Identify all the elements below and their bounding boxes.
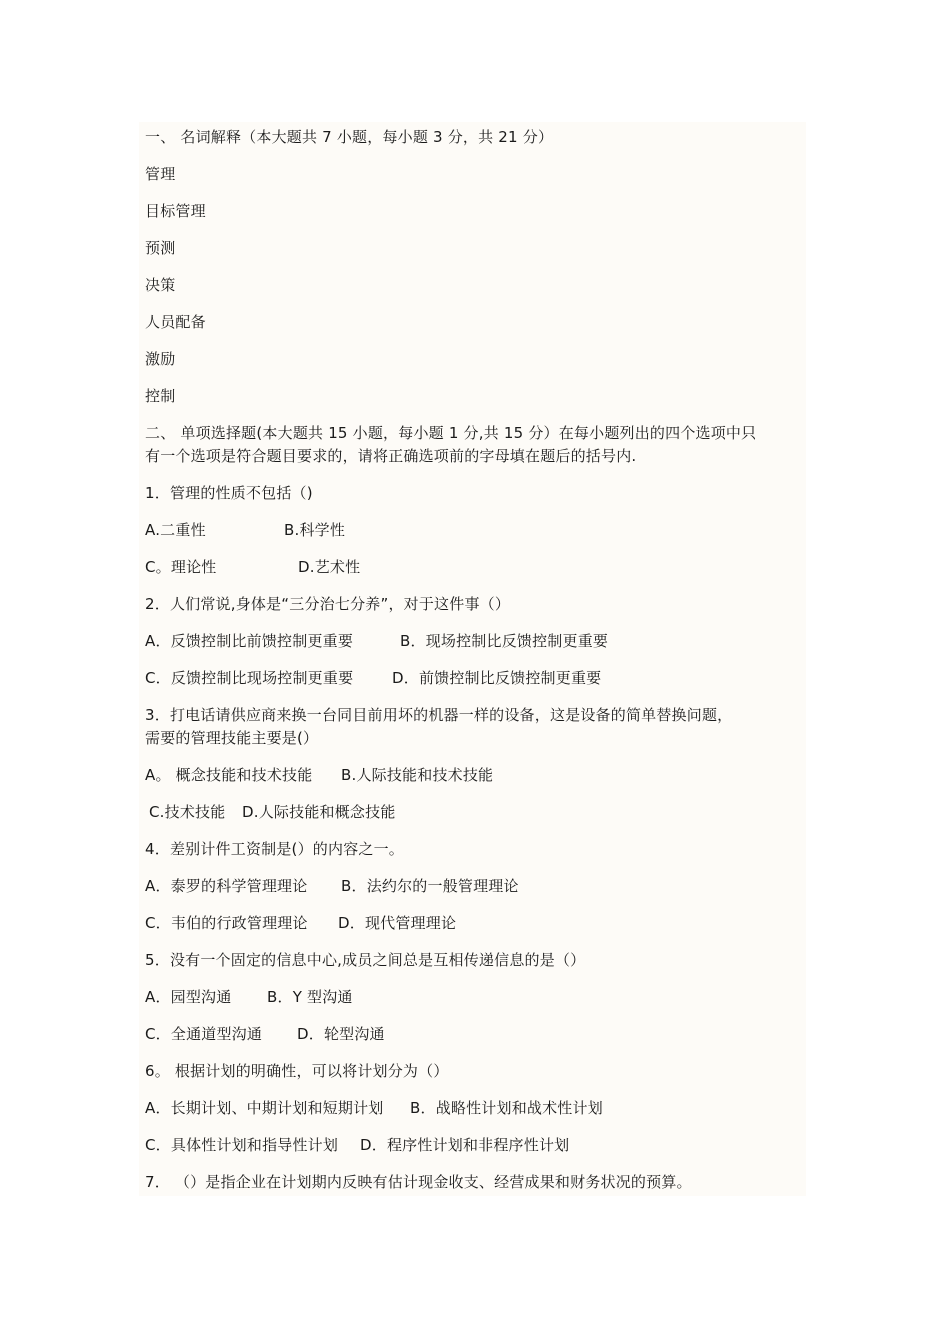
term-item: 控制 bbox=[145, 387, 176, 405]
option-c: C．反馈控制比现场控制更重要 bbox=[145, 669, 354, 687]
option-d: D．轮型沟通 bbox=[297, 1025, 385, 1043]
option-a: A．园型沟通 bbox=[145, 988, 232, 1006]
option-b: B．法约尔的一般管理理论 bbox=[341, 877, 519, 895]
option-d: D．前馈控制比反馈控制更重要 bbox=[392, 669, 602, 687]
document-page bbox=[139, 122, 806, 1196]
question-stem-line1: 3．打电话请供应商来换一台同目前用坏的机器一样的设备，这是设备的简单替换问题， bbox=[145, 706, 733, 724]
option-a: A．长期计划、中期计划和短期计划 bbox=[145, 1099, 384, 1117]
option-b: B．战略性计划和战术性计划 bbox=[410, 1099, 603, 1117]
option-a: A．泰罗的科学管理理论 bbox=[145, 877, 308, 895]
option-b: B.人际技能和技术技能 bbox=[341, 766, 494, 784]
section2-heading-line2: 有一个选项是符合题目要求的，请将正确选项前的字母填在题后的括号内. bbox=[145, 447, 637, 465]
question-stem: 7． （）是指企业在计划期内反映有估计现金收支、经营成果和财务状况的预算。 bbox=[145, 1173, 692, 1191]
question-stem-line2: 需要的管理技能主要是(） bbox=[145, 729, 319, 747]
term-item: 人员配备 bbox=[145, 313, 206, 331]
question-stem: 6。 根据计划的明确性，可以将计划分为（） bbox=[145, 1062, 449, 1080]
option-c: C．具体性计划和指导性计划 bbox=[145, 1136, 339, 1154]
option-b: B.科学性 bbox=[284, 521, 346, 539]
term-item: 管理 bbox=[145, 165, 176, 183]
term-item: 预测 bbox=[145, 239, 176, 257]
option-d: D.艺术性 bbox=[298, 558, 361, 576]
option-a: A．反馈控制比前馈控制更重要 bbox=[145, 632, 354, 650]
question-stem: 1．管理的性质不包括（) bbox=[145, 484, 313, 502]
option-d: D．程序性计划和非程序性计划 bbox=[360, 1136, 570, 1154]
option-d: D.人际技能和概念技能 bbox=[242, 803, 396, 821]
section2-heading-line1: 二、 单项选择题(本大题共 15 小题，每小题 1 分,共 15 分）在每小题列出的四个选项中只 bbox=[145, 424, 757, 442]
option-a: A.二重性 bbox=[145, 521, 206, 539]
option-c: C.技术技能 bbox=[149, 803, 226, 821]
option-d: D．现代管理理论 bbox=[338, 914, 457, 932]
option-b: B．现场控制比反馈控制更重要 bbox=[400, 632, 609, 650]
term-item: 决策 bbox=[145, 276, 176, 294]
option-a: A。 概念技能和技术技能 bbox=[145, 766, 313, 784]
option-c: C。理论性 bbox=[145, 558, 217, 576]
option-c: C．韦伯的行政管理理论 bbox=[145, 914, 308, 932]
question-stem: 5．没有一个固定的信息中心,成员之间总是互相传递信息的是（） bbox=[145, 951, 586, 969]
question-stem: 4．差别计件工资制是(）的内容之一。 bbox=[145, 840, 404, 858]
question-stem: 2．人们常说,身体是“三分治七分养”，对于这件事（） bbox=[145, 595, 511, 613]
term-item: 目标管理 bbox=[145, 202, 206, 220]
term-item: 激励 bbox=[145, 350, 176, 368]
section1-heading: 一、 名词解释（本大题共 7 小题，每小题 3 分，共 21 分） bbox=[145, 128, 554, 146]
option-b: B．Y 型沟通 bbox=[267, 988, 353, 1006]
option-c: C．全通道型沟通 bbox=[145, 1025, 263, 1043]
